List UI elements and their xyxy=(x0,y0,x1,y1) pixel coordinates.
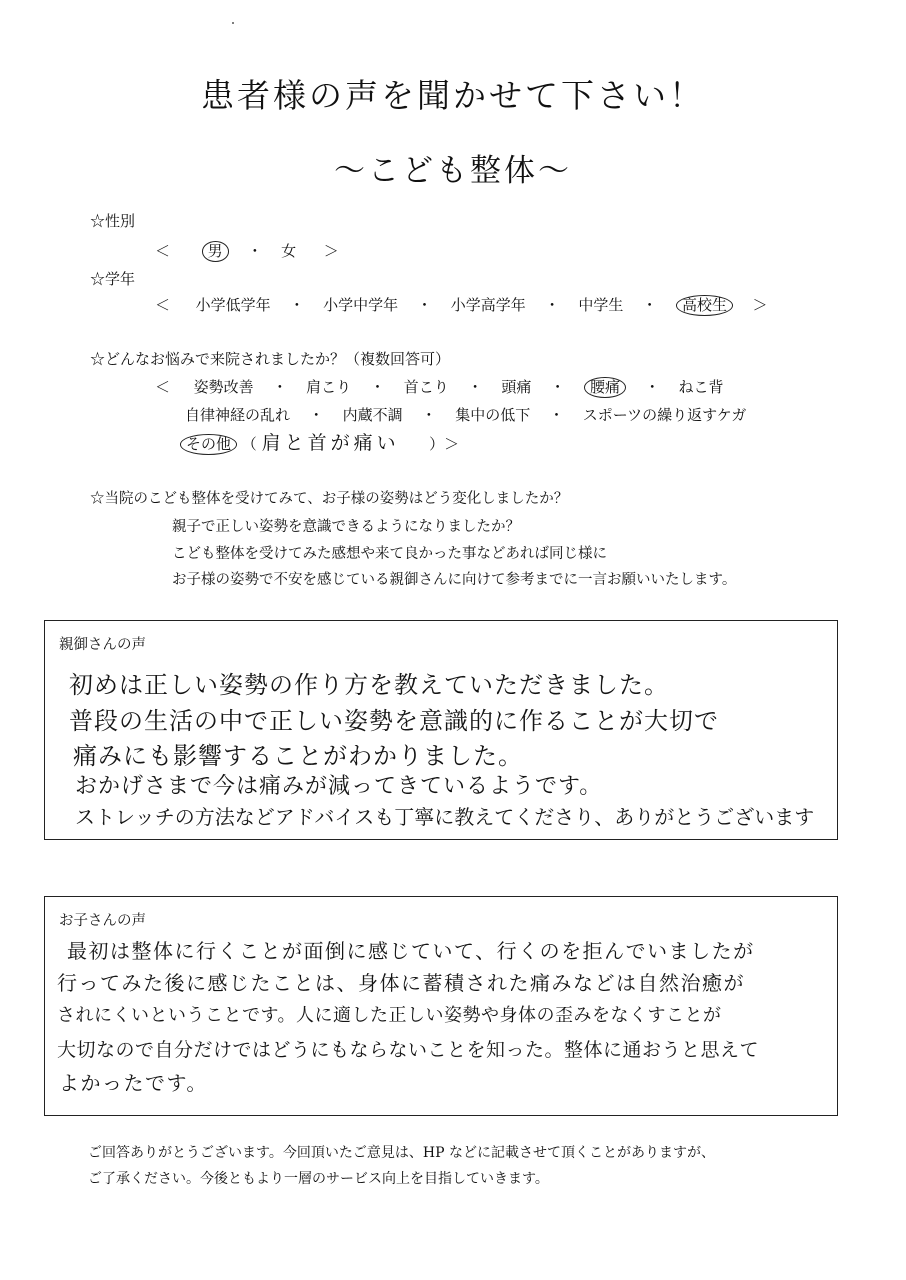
parent-voice-line-5: ストレッチの方法などアドバイスも丁寧に教えてくださり、ありがとうございます xyxy=(75,805,815,829)
parent-voice-line-1: 初めは正しい姿勢の作り方を教えていただきました。 xyxy=(69,671,669,699)
concern-autonomic[interactable]: 自律神経の乱れ xyxy=(185,406,291,424)
parent-voice-box xyxy=(44,620,838,840)
child-voice-line-1: 最初は整体に行くことが面倒に感じていて、行くのを拒んでいましたが xyxy=(67,939,755,963)
separator-dot: ・ xyxy=(548,406,564,424)
gender-question-label: ☆性別 xyxy=(90,212,136,230)
separator-dot: ・ xyxy=(308,406,324,424)
concern-back-pain-selected[interactable]: 腰痛 xyxy=(584,377,626,398)
separator-dot: ・ xyxy=(550,378,566,396)
parent-voice-label: 親御さんの声 xyxy=(59,637,146,653)
concern-shoulder-stiffness[interactable]: 肩こり xyxy=(306,378,352,396)
concern-neck-stiffness[interactable]: 首こり xyxy=(403,378,449,396)
concern-hunchback[interactable]: ねこ背 xyxy=(678,378,724,396)
child-voice-line-5: よかったです。 xyxy=(59,1071,208,1095)
other-open-paren: （ xyxy=(241,435,257,453)
grade-close-bracket: ＞ xyxy=(752,296,768,314)
gender-close-bracket: ＞ xyxy=(323,242,339,260)
footer-line-2: ご了承ください。今後ともより一層のサービス向上を目指していきます。 xyxy=(88,1171,549,1187)
footer-line-1: ご回答ありがとうございます。今回頂いたご意見は、HP などに記載させて頂くことがありますが、 xyxy=(88,1145,715,1161)
separator-dot: ・ xyxy=(416,296,432,314)
grade-option-upper-elementary[interactable]: 小学高学年 xyxy=(450,296,526,314)
concerns-row-1 xyxy=(155,376,724,398)
separator-dot: ・ xyxy=(467,378,483,396)
intro-line-4: お子様の姿勢で不安を感じている親御さんに向けて参考までに一言お願いいたします。 xyxy=(172,572,737,588)
page-subtitle: 〜こども整体〜 xyxy=(334,153,572,189)
concern-headache[interactable]: 頭痛 xyxy=(501,378,532,396)
child-voice-label: お子さんの声 xyxy=(59,913,146,929)
separator-dot: ・ xyxy=(642,296,658,314)
child-voice-line-2: 行ってみた後に感じたことは、身体に蓄積された痛みなどは自然治癒が xyxy=(57,971,745,995)
grade-open-bracket: ＜ xyxy=(155,296,171,314)
other-close-paren: ）＞ xyxy=(429,435,460,453)
child-voice-box xyxy=(44,896,838,1116)
concerns-open-bracket: ＜ xyxy=(155,378,171,396)
intro-line-1: ☆当院のこども整体を受けてみて、お子様の姿勢はどう変化しましたか？ xyxy=(90,491,569,507)
other-handwritten-answer: 肩と首が痛い xyxy=(261,432,400,454)
gender-option-female[interactable]: 女 xyxy=(281,242,297,260)
gender-option-male-selected[interactable]: 男 xyxy=(202,241,229,262)
grade-options xyxy=(155,294,768,316)
parent-voice-line-2: 普段の生活の中で正しい姿勢を意識的に作ることが大切で xyxy=(69,707,719,735)
concerns-row-3 xyxy=(180,428,459,455)
concern-concentration[interactable]: 集中の低下 xyxy=(455,406,531,424)
gender-options xyxy=(155,240,339,262)
concern-sports-injury[interactable]: スポーツの繰り返すケガ xyxy=(582,406,747,424)
grade-question-label: ☆学年 xyxy=(90,270,136,288)
parent-voice-line-3: 痛みにも影響することがわかりました。 xyxy=(73,742,523,770)
concern-internal[interactable]: 内蔵不調 xyxy=(342,406,403,424)
concern-posture[interactable]: 姿勢改善 xyxy=(193,378,254,396)
child-voice-line-4: 大切なので自分だけではどうにもならないことを知った。整体に通おうと思えて xyxy=(57,1039,760,1061)
concerns-question-label: ☆どんなお悩みで来院されましたか？（複数回答可） xyxy=(90,350,451,368)
separator-dot: ・ xyxy=(421,406,437,424)
gender-open-bracket: ＜ xyxy=(155,242,171,260)
separator-dot: ・ xyxy=(544,296,560,314)
separator-dot: ・ xyxy=(272,378,288,396)
separator-dot: ・ xyxy=(369,378,385,396)
grade-option-junior-high[interactable]: 中学生 xyxy=(578,296,624,314)
grade-option-lower-elementary[interactable]: 小学低学年 xyxy=(195,296,271,314)
grade-option-high-school-selected[interactable]: 高校生 xyxy=(676,295,733,316)
concern-other-selected[interactable]: その他 xyxy=(180,434,237,455)
concerns-row-2 xyxy=(185,404,746,425)
intro-line-3: こども整体を受けてみた感想や来て良かった事などあれば同じ様に xyxy=(172,546,607,562)
intro-line-2: 親子で正しい姿勢を意識できるようになりましたか？ xyxy=(172,519,520,535)
scan-speck xyxy=(232,22,234,24)
separator-dot: ・ xyxy=(289,296,305,314)
separator-dot: ・ xyxy=(247,242,263,260)
child-voice-line-3: されにくいということです。人に適した正しい姿勢や身体の歪みをなくすことが xyxy=(57,1005,722,1026)
grade-option-middle-elementary[interactable]: 小学中学年 xyxy=(323,296,399,314)
separator-dot: ・ xyxy=(644,378,660,396)
parent-voice-line-4: おかげさまで今は痛みが減ってきているようです。 xyxy=(75,774,603,799)
page-title: 患者様の声を聞かせて下さい！ xyxy=(201,76,705,115)
